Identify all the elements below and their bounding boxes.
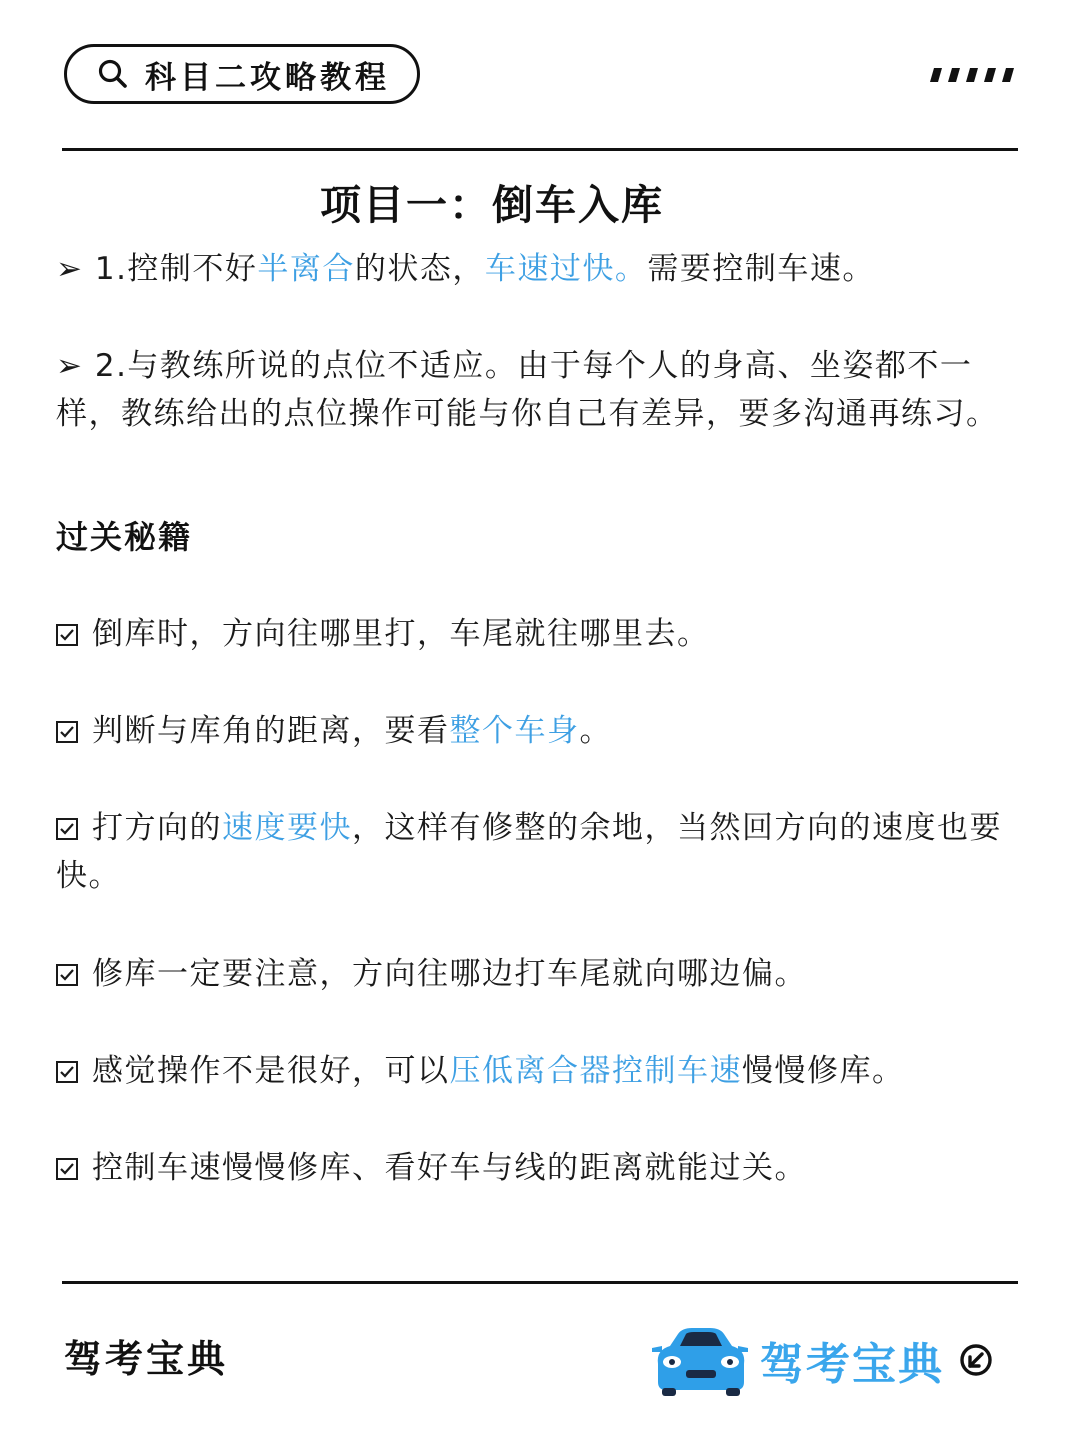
checklist-item xyxy=(56,804,1018,900)
search-pill[interactable] xyxy=(64,44,420,104)
car-logo-icon xyxy=(648,1320,752,1400)
checkbox-icon xyxy=(56,964,78,986)
tip-3-highlight: 速度要快 xyxy=(222,810,352,846)
tip-5-text-a: 感觉操作不是很好，可以 xyxy=(92,1053,450,1089)
tip-2-text-a: 判断与库角的距离，要看 xyxy=(92,713,450,749)
arrow-bullet-icon: ➢ xyxy=(56,348,84,384)
p1-text-e: 需要控制车速。 xyxy=(647,251,875,287)
footer-logo[interactable] xyxy=(648,1320,1020,1400)
checkbox-icon xyxy=(56,624,78,646)
dashes-menu-icon[interactable] xyxy=(928,62,1020,88)
checklist-item xyxy=(56,1144,1018,1192)
search-icon xyxy=(97,58,129,90)
tip-6-text: 控制车速慢慢修库、看好车与线的距离就能过关。 xyxy=(92,1150,807,1186)
footer-brand: 驾考宝典 xyxy=(64,1337,229,1381)
tip-paragraph-1 xyxy=(56,245,1018,293)
search-label: 科目二攻略教程 xyxy=(145,59,390,96)
tip-1-text: 倒库时，方向往哪里打，车尾就往哪里去。 xyxy=(92,616,710,652)
p1-text-c: 的状态， xyxy=(354,251,485,287)
logo-text: 驾考宝典 xyxy=(760,1339,944,1390)
p1-text-a: 1.控制不好 xyxy=(94,251,258,287)
tip-3-text-a: 打方向的 xyxy=(92,810,222,846)
p1-highlight-1: 半离合 xyxy=(257,251,355,287)
tip-4-text: 修库一定要注意，方向往哪边打车尾就向哪边偏。 xyxy=(92,956,807,992)
tip-paragraph-2 xyxy=(56,342,1018,438)
circle-arrow-icon[interactable] xyxy=(958,1342,994,1378)
tip-2-highlight: 整个车身 xyxy=(449,713,580,749)
arrow-bullet-icon: ➢ xyxy=(56,251,84,287)
checkbox-icon xyxy=(56,721,78,743)
checkbox-icon xyxy=(56,818,78,840)
checkbox-icon xyxy=(56,1061,78,1083)
p2-text: 2.与教练所说的点位不适应。由于每个人的身高、坐姿都不一样，教练给出的点位操作可能与你自己有差异，要多沟通再练习。 xyxy=(56,348,999,432)
checklist-item xyxy=(56,1047,1018,1095)
tip-5-highlight: 压低离合器控制车速 xyxy=(449,1053,742,1089)
p1-highlight-2: 车速过快。 xyxy=(484,251,648,287)
tip-5-text-c: 慢慢修库。 xyxy=(742,1053,905,1089)
checklist-item xyxy=(56,950,1018,998)
tip-3-text-c: ，这样有修整的余地，当然回方向的速度也要快。 xyxy=(56,810,1002,894)
bottom-divider xyxy=(62,1281,1018,1284)
section-heading: 过关秘籍 xyxy=(56,518,193,556)
checklist-item xyxy=(56,707,1018,755)
checkbox-icon xyxy=(56,1158,78,1180)
tip-2-text-c: 。 xyxy=(579,713,612,749)
top-divider xyxy=(62,148,1018,151)
checklist-item xyxy=(56,610,1018,658)
page-title: 项目一：倒车入库 xyxy=(320,181,664,229)
